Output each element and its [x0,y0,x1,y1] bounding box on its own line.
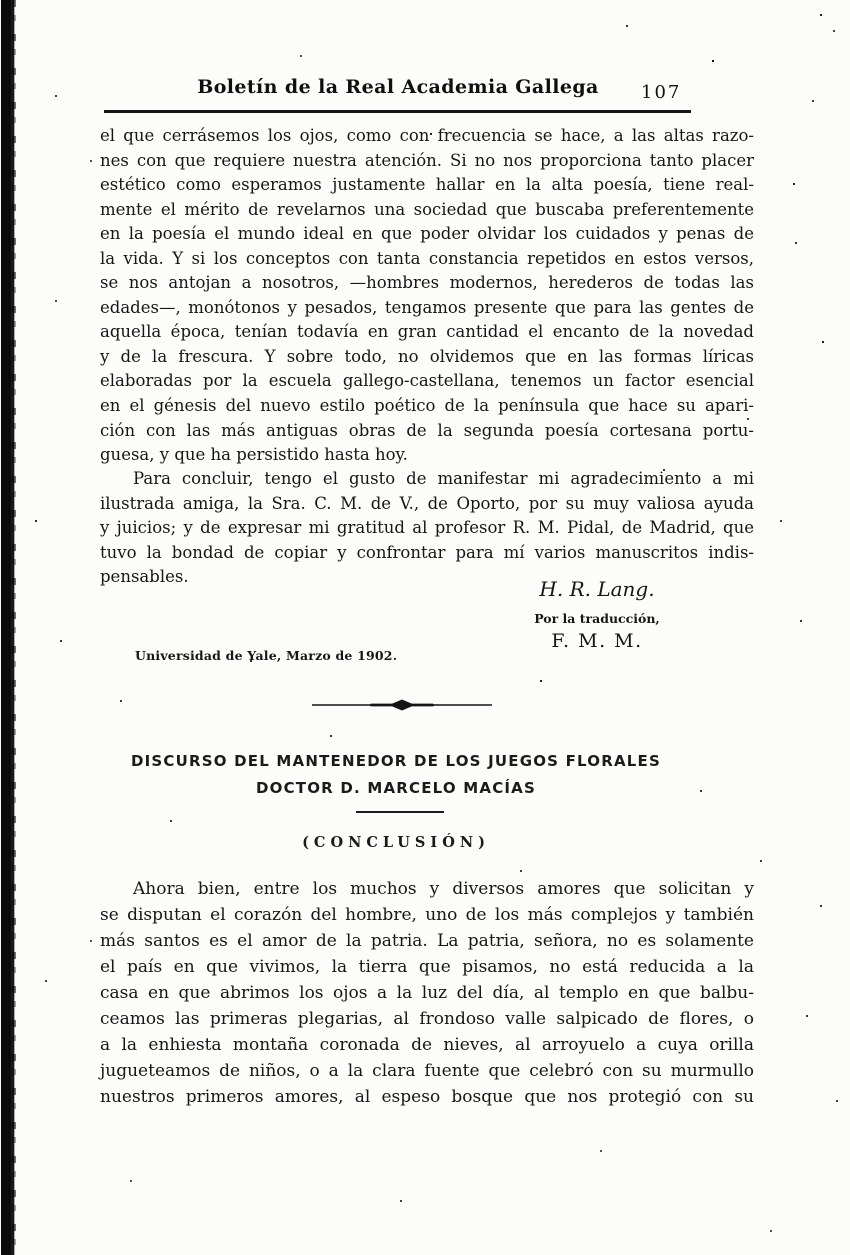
dateline: Universidad de Yale, Marzo de 1902. [135,648,398,663]
text-line: edades—, monótonos y pesados, tengamos presente que para las gentes de [100,297,754,317]
journal-header-title: Boletín de la Real Academia Gallega [197,76,599,98]
header-rule [104,110,691,113]
text-line: ción con las más antiguas obras de la segunda poesía cortesana portu- [100,420,754,440]
text-line: casa en que abrimos los ojos a la luz del día, al templo en que balbu- [100,983,754,1003]
text-line: aquella época, tenían todavía en gran cantidad el encanto de la novedad [100,322,754,342]
section-divider-ornament-icon [312,698,492,712]
text-line: ceamos las primeras plegarias, al frondoso valle salpicado de flores, o [100,1009,754,1029]
article2-title-line2: DOCTOR D. MARCELO MACÍAS [255,779,536,797]
text-line: en el génesis del nuevo estilo poético de la península que hace su apari- [100,396,754,416]
article1-paragraph-2 [100,467,754,590]
page-number: 107 [641,82,682,103]
conclusion-label: (CONCLUSIÓN) [302,834,490,851]
text-line: nuestros primeros amores, al espeso bosque que nos protegió con su [100,1087,754,1107]
text-line: se nos antojan a nosotros, —hombres modernos, herederos de todas las [100,273,754,293]
article1-paragraph-1 [100,124,754,468]
text-line: el que cerrásemos los ojos, como con frecuencia se hace, a las altas razo- [100,126,754,145]
translation-note: Por la traducción, [534,611,660,626]
text-line: guesa, y que ha persistido hasta hoy. [100,445,408,465]
text-line: elaboradas por la escuela gallego-castellana, tenemos un factor esencial [100,371,754,391]
text-line: se disputan el corazón del hombre, uno de los más complejos y también [100,905,754,925]
text-line: pensables. [100,567,189,587]
text-line: jugueteamos de niños, o a la clara fuente que celebró con su murmullo [100,1061,754,1081]
article2-paragraph-1 [100,876,754,1110]
text-line: a la enhiesta montaña coronada de nieves, al arroyuelo a cuya orilla [100,1035,754,1055]
text-line: ilustrada amiga, la Sra. C. M. de V., de Oporto, por su muy valiosa ayuda [100,493,754,513]
scan-edge-artifact [1,0,16,1255]
text-line: la vida. Y si los conceptos con tanta constancia repetidos en estos versos, [100,248,754,268]
text-line: y de la frescura. Y sobre todo, no olvidemos que en las formas líricas [100,346,754,366]
author-signature: H. R. Lang. [539,577,655,601]
title-underline-rule [356,811,444,813]
article2-title-line1: DISCURSO DEL MANTENEDOR DE LOS JUEGOS FLORALES [131,752,661,770]
text-line: estético como esperamos justamente hallar en la alta poesía, tiene real- [100,175,754,195]
text-line: más santos es el amor de la patria. La patria, señora, no es solamente [100,931,754,951]
translator-initials: F. M. M. [551,630,643,652]
text-line: Ahora bien, entre los muchos y diversos amores que solicitan y [133,879,754,899]
scan-noise-specks [0,0,2,2]
text-line: nes con que requiere nuestra atención. Si no nos proporciona tanto placer [100,150,754,170]
text-line: Para concluir, tengo el gusto de manifestar mi agradecimiento a mi [133,469,754,488]
text-line: tuvo la bondad de copiar y confrontar para mí varios manuscritos indis- [100,542,754,562]
text-line: el país en que vivimos, la tierra que pisamos, no está reducida a la [100,957,754,977]
text-line: y juicios; y de expresar mi gratitud al profesor R. M. Pidal, de Madrid, que [100,518,754,538]
text-line: mente el mérito de revelarnos una sociedad que buscaba preferentemente [100,199,754,219]
text-line: en la poesía el mundo ideal en que poder olvidar los cuidados y penas de [100,224,754,244]
